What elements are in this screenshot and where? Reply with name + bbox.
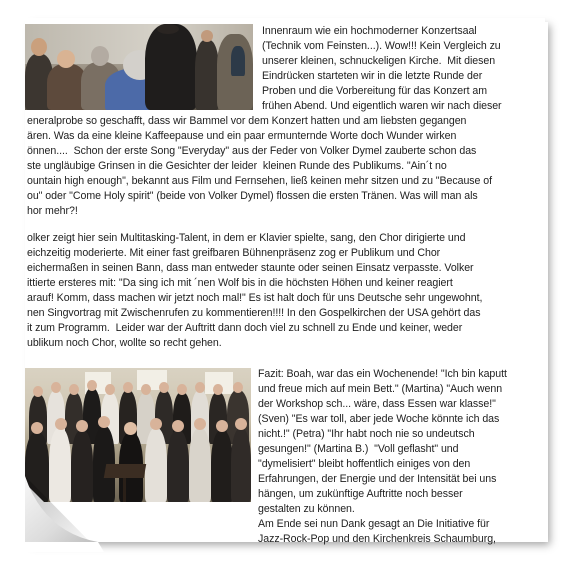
text-line: olker zeigt hier sein Multitasking-Talent, in dem er Klavier spielte, sang, den Chor dirigierte und — [27, 232, 466, 244]
text-line: hängen, um zukünftige Auftritte noch besser — [258, 488, 463, 500]
text-line: ittierte ersteres mit: "Da sing ich mit ´nen Wolf bis in die höchsten Höhen und keiner reagiert — [27, 277, 453, 289]
text-line: frühen Abend. Und eigentlich waren wir nach dieser — [262, 100, 502, 112]
text-line: (Sven) "Es war toll, aber jede Woche könnte ich das — [258, 413, 500, 425]
text-line: Erfahrungen, der Energie und der Intensität bei uns — [258, 473, 497, 485]
text-line: ste ungläubige Grinsen in die Gesichter der leider kleinen Runde des Publikums. "Ain´t no — [27, 160, 447, 172]
text-line: nen Singvortrag mit Zwischenrufen zu kommentieren!!!! In den Gospelkirchen der USA gehört das — [27, 307, 481, 319]
text-line: ou" oder "Come Holy spirit" (beide von Volker Dymel) flossen die ersten Tränen. Was will man als — [27, 190, 478, 202]
text-line: und freue mich auf mein Bett." (Martina) "Auch wenn — [258, 383, 503, 395]
text-line: Eindrücken starteten wir in die letzte Runde der — [262, 70, 483, 82]
text-line: nicht.!" (Petra) "Ihr habt noch nie so undeutsch — [258, 428, 475, 440]
text-line: ublikum noch Chor, wollte so recht gehen. — [27, 337, 222, 349]
text-line: eichermaßen in seinen Bann, dass man entweder staunte oder seinen Einsatz verpasste. Volker — [27, 262, 474, 274]
text-line: eneralprobe so geschafft, dass wir Bammel vor dem Konzert hatten und am liebsten gegangen — [27, 115, 467, 127]
text-line: arauf! Komm, dass machen wir jetzt noch mal!" Es ist halt doch für uns Deutsche sehr ungewohnt, — [27, 292, 483, 304]
text-line: der Workshop sch... wäre, dass Essen war klasse!" — [258, 398, 496, 410]
text-line: "dymelisiert" bleibt hoffentlich einiges von den — [258, 458, 471, 470]
text-line: ären. Was da eine kleine Kaffeepause und ein paar ermunternde Worte doch Wunder wirken — [27, 130, 457, 142]
text-line: önnen.... Schon der erste Song "Everyday" aus der Feder von Volker Dymel zauberte schon das — [27, 145, 477, 157]
text-line: Innenraum wie ein hochmoderner Konzertsaal — [262, 25, 477, 37]
text-line: Am Ende sei nun Dank gesagt an Die Initiative für — [258, 518, 490, 530]
text-line: ountain high enough", bekannt aus Film und Fernsehen, ließ keinen mehr sitzen und zu "Because of — [27, 175, 493, 187]
text-line: unserer kleinen, schnuckeligen Kirche. Mit diesen — [262, 55, 496, 67]
text-line: gesungen!" (Martina B.) "Voll geflasht" und — [258, 443, 459, 455]
text-line: it zum Programm. Leider war der Auftritt dann doch viel zu schnell zu Ende und keiner, weder — [27, 322, 463, 334]
text-line: eichzeitig moderierte. Mit einer fast greifbaren Bühnenpräsenz zog er Publikum und Chor — [27, 247, 441, 259]
text-line: gestalten zu können. — [258, 503, 355, 515]
text-line: hor mehr?! — [27, 205, 78, 217]
photo-audience — [25, 24, 253, 110]
page-curl — [14, 462, 104, 552]
text-line: Fazit: Boah, war das ein Wochenende! "Ich bin kaputt — [258, 368, 507, 380]
text-line: Proben und die Vorbereitung für das Konzert am — [262, 85, 488, 97]
text-line: Jazz-Rock-Pop und den Kirchenkreis Schaumburg, — [258, 533, 496, 545]
text-line: (Technik vom Feinsten...). Wow!!! Kein Vergleich zu — [262, 40, 501, 52]
